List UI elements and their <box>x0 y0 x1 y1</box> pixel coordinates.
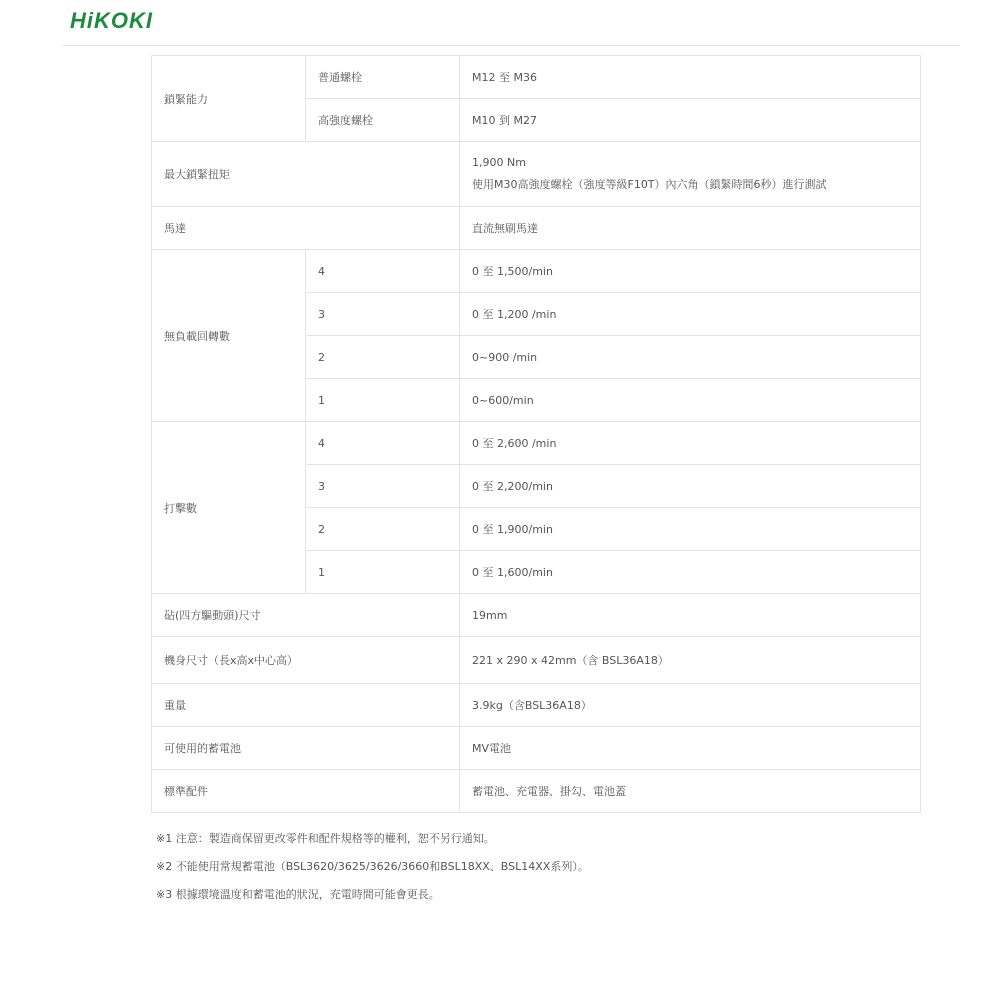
table-row <box>152 142 921 207</box>
spec-sublabel: 3 <box>306 293 460 336</box>
spec-value: M10 到 M27 <box>460 99 921 142</box>
footnote-2: ※2 不能使用常規蓄電池（BSL3620/3625/3626/3660和BSL18XX、BSL14XX系列）。 <box>156 860 589 873</box>
spec-label-accessories: 標準配件 <box>152 770 460 813</box>
spec-value: M12 至 M36 <box>460 56 921 99</box>
torque-test-condition: 使用M30高強度螺栓（強度等級F10T）內六角（鎖緊時間6秒）進行測試 <box>472 178 827 191</box>
table-row <box>152 422 921 465</box>
spec-value: 19mm <box>460 594 921 637</box>
spec-sublabel: 4 <box>306 422 460 465</box>
table-row <box>152 56 921 99</box>
table-row <box>152 250 921 293</box>
spec-label-impact-rate: 打擊數 <box>152 422 306 594</box>
spec-value: 直流無刷馬達 <box>460 207 921 250</box>
spec-label-weight: 重量 <box>152 684 460 727</box>
spec-sublabel: 1 <box>306 379 460 422</box>
table-row <box>152 594 921 637</box>
table-row <box>152 727 921 770</box>
footnote-3: ※3 根據環境溫度和蓄電池的狀況，充電時間可能會更長。 <box>156 888 440 901</box>
spec-label-anvil-size: 砧(四方驅動頭)尺寸 <box>152 594 460 637</box>
site-header <box>0 0 1000 46</box>
spec-value: 0 至 1,200 /min <box>460 293 921 336</box>
spec-sublabel: 2 <box>306 336 460 379</box>
spec-sublabel: 高強度螺栓 <box>306 99 460 142</box>
spec-value: 蓄電池、充電器、掛勾、電池蓋 <box>460 770 921 813</box>
spec-value: 3.9kg（含BSL36A18） <box>460 684 921 727</box>
footnote-1: ※1 注意：製造商保留更改零件和配件規格等的權利，恕不另行通知。 <box>156 832 495 845</box>
spec-value: 0 至 2,600 /min <box>460 422 921 465</box>
spec-value: MV電池 <box>460 727 921 770</box>
spec-value-max-torque <box>460 142 921 207</box>
spec-label-dimensions: 機身尺寸（長x高x中心高） <box>152 637 460 684</box>
spec-sublabel: 3 <box>306 465 460 508</box>
spec-label-no-load-speed: 無負載回轉數 <box>152 250 306 422</box>
spec-label-tightening-capacity: 鎖緊能力 <box>152 56 306 142</box>
spec-value: 221 x 290 x 42mm（含 BSL36A18） <box>460 637 921 684</box>
spec-sublabel: 4 <box>306 250 460 293</box>
table-row <box>152 684 921 727</box>
spec-sublabel: 普通螺栓 <box>306 56 460 99</box>
spec-label-battery: 可使用的蓄電池 <box>152 727 460 770</box>
footnotes <box>156 830 589 914</box>
hikoki-logo[interactable]: HiKOKI <box>70 8 153 33</box>
table-row <box>152 637 921 684</box>
spec-value: 0~600/min <box>460 379 921 422</box>
spec-value: 0 至 1,900/min <box>460 508 921 551</box>
spec-sublabel: 1 <box>306 551 460 594</box>
spec-value: 0~900 /min <box>460 336 921 379</box>
torque-value: 1,900 Nm <box>472 156 526 169</box>
spec-label-max-torque: 最大鎖緊扭矩 <box>152 142 460 207</box>
spec-label-motor: 馬達 <box>152 207 460 250</box>
header-divider <box>62 45 960 46</box>
spec-value: 0 至 1,500/min <box>460 250 921 293</box>
spec-sublabel: 2 <box>306 508 460 551</box>
table-row <box>152 770 921 813</box>
spec-value: 0 至 1,600/min <box>460 551 921 594</box>
spec-table <box>151 55 921 813</box>
table-row <box>152 207 921 250</box>
spec-value: 0 至 2,200/min <box>460 465 921 508</box>
